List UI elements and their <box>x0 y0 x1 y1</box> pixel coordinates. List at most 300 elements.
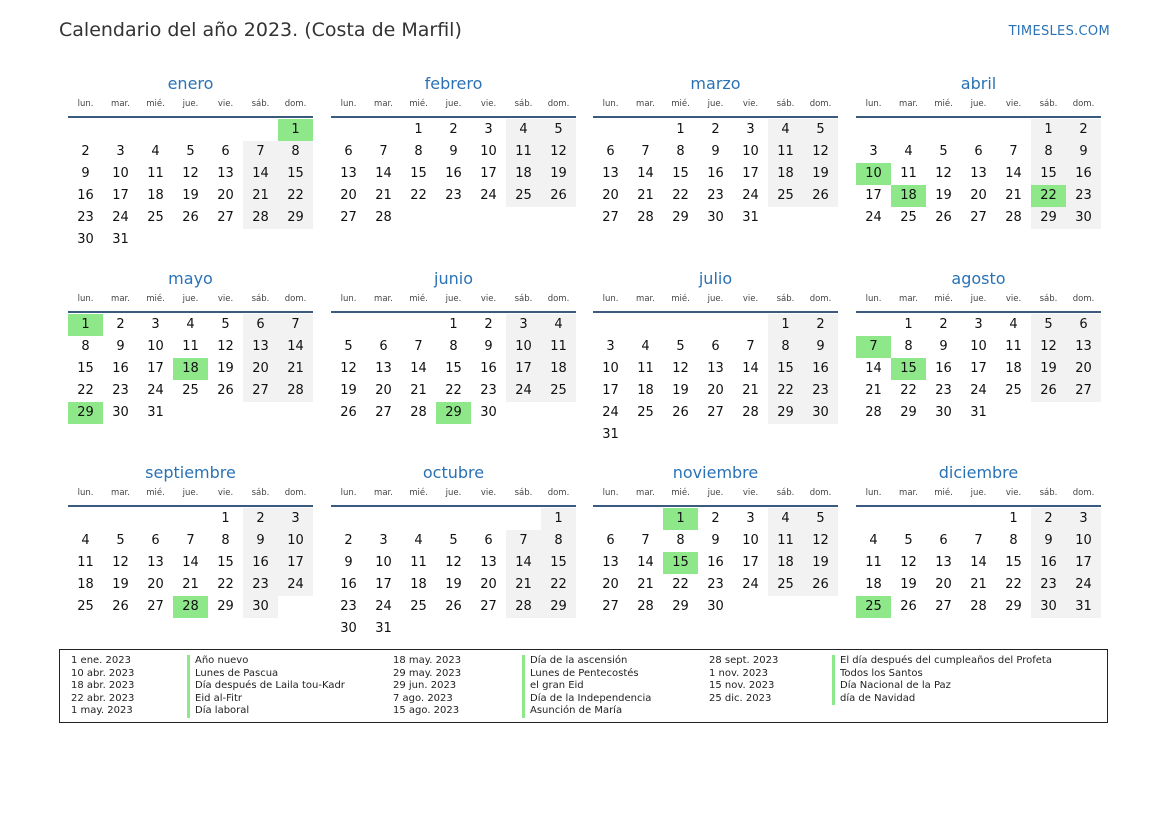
day-cell: 24 <box>970 383 987 398</box>
day-cell: 16 <box>243 552 278 574</box>
day-grid <box>856 119 1101 229</box>
day-cell: 4 <box>768 119 803 141</box>
day-cell: 27 <box>243 380 278 402</box>
day-cell: 25 <box>768 185 803 207</box>
day-cell: 24 <box>602 405 619 420</box>
legend-names-column <box>832 655 1052 705</box>
day-cell: 26 <box>217 383 234 398</box>
day-cell: 3 <box>484 122 493 137</box>
day-cell: 14 <box>182 555 199 570</box>
day-cell: 26 <box>1031 380 1066 402</box>
day-cell: 30 <box>480 405 497 420</box>
day-grid <box>593 314 838 446</box>
empty-cell <box>366 314 401 336</box>
day-cell: 10 <box>602 361 619 376</box>
day-cell: 14 <box>637 166 654 181</box>
legend-holiday-name: Lunes de Pascua <box>195 667 279 679</box>
legend-holiday-name: Lunes de Pentecostés <box>530 667 639 679</box>
day-cell: 10 <box>1066 530 1101 552</box>
day-cell: 12 <box>112 555 129 570</box>
day-cell: 21 <box>742 383 759 398</box>
empty-cell <box>138 119 173 141</box>
day-cell: 11 <box>541 336 576 358</box>
day-cell: 1 <box>414 122 423 137</box>
empty-cell <box>401 508 436 530</box>
month-septiembre <box>68 463 313 618</box>
weekday-label: mié. <box>409 99 428 109</box>
day-cell: 9 <box>344 555 353 570</box>
day-cell: 16 <box>77 188 94 203</box>
weekday-label: mié. <box>671 294 690 304</box>
day-cell: 7 <box>414 339 423 354</box>
day-cell: 1 <box>904 317 913 332</box>
day-cell: 2 <box>803 314 838 336</box>
month-name: julio <box>698 269 733 288</box>
day-grid <box>331 314 576 424</box>
weekday-label: jue. <box>970 99 987 109</box>
weekday-label: lun. <box>865 488 882 498</box>
header-divider <box>593 116 838 118</box>
day-cell: 17 <box>278 552 313 574</box>
day-cell: 28 <box>410 405 427 420</box>
day-cell: 29 <box>1005 599 1022 614</box>
header-divider <box>68 505 313 507</box>
empty-cell <box>331 508 366 530</box>
month-marzo <box>593 74 838 229</box>
weekday-header <box>331 487 576 503</box>
day-cell: 30 <box>803 402 838 424</box>
legend-dates-column <box>393 655 461 718</box>
day-cell: 28 <box>865 405 882 420</box>
legend-date: 28 sept. 2023 <box>709 655 779 666</box>
header-divider <box>68 116 313 118</box>
day-cell: 29 <box>672 210 689 225</box>
weekday-header <box>856 293 1101 309</box>
day-cell: 31 <box>742 210 759 225</box>
day-cell: 26 <box>445 599 462 614</box>
day-cell: 20 <box>935 577 952 592</box>
day-cell: 1 <box>1031 119 1066 141</box>
day-cell: 25 <box>900 210 917 225</box>
day-grid <box>331 119 576 229</box>
weekday-label: vie. <box>480 99 497 109</box>
day-cell: 17 <box>1066 552 1101 574</box>
day-cell: 5 <box>449 533 458 548</box>
day-cell: 11 <box>506 141 541 163</box>
day-cell: 12 <box>445 555 462 570</box>
day-cell: 23 <box>707 577 724 592</box>
empty-cell <box>436 508 471 530</box>
month-enero <box>68 74 313 251</box>
day-cell: 8 <box>768 336 803 358</box>
day-cell: 11 <box>768 141 803 163</box>
header-divider <box>331 505 576 507</box>
day-cell: 8 <box>1009 533 1018 548</box>
day-cell: 16 <box>803 358 838 380</box>
day-cell: 15 <box>410 166 427 181</box>
weekday-label: dom. <box>284 488 307 498</box>
day-cell: 7 <box>746 339 755 354</box>
day-cell: 13 <box>602 166 619 181</box>
day-cell: 6 <box>484 533 493 548</box>
weekday-label: vie. <box>1005 488 1022 498</box>
page-title: Calendario del año 2023. (Costa de Marfil) <box>59 19 462 41</box>
day-cell: 22 <box>672 188 689 203</box>
day-cell: 18 <box>147 188 164 203</box>
day-cell: 7 <box>379 144 388 159</box>
weekday-label: mié. <box>934 99 953 109</box>
day-cell: 6 <box>1066 314 1101 336</box>
empty-cell <box>138 508 173 530</box>
empty-cell <box>366 119 401 141</box>
empty-cell <box>891 119 926 141</box>
weekday-header <box>856 487 1101 503</box>
day-cell: 11 <box>900 166 917 181</box>
day-cell: 6 <box>939 533 948 548</box>
legend-holiday-name: el gran Eid <box>530 680 584 691</box>
day-cell: 26 <box>112 599 129 614</box>
empty-cell <box>103 119 138 141</box>
legend-holiday-name: Todos los Santos <box>840 667 923 679</box>
day-cell: 7 <box>641 144 650 159</box>
day-cell: 18 <box>637 383 654 398</box>
legend-holiday-name: día de Navidad <box>840 692 916 704</box>
weekday-label: vie. <box>217 99 234 109</box>
weekday-label: mar. <box>636 294 655 304</box>
day-cell: 14 <box>410 361 427 376</box>
day-cell: 15 <box>445 361 462 376</box>
day-cell: 11 <box>768 530 803 552</box>
day-cell: 11 <box>410 555 427 570</box>
day-grid <box>331 508 576 640</box>
day-cell: 1 <box>449 317 458 332</box>
day-cell: 1 <box>221 511 230 526</box>
day-cell: 8 <box>414 144 423 159</box>
holiday-day-cell: 22 <box>1031 185 1066 207</box>
day-cell: 23 <box>935 383 952 398</box>
weekday-label: lun. <box>340 294 357 304</box>
day-cell: 18 <box>77 577 94 592</box>
month-name: septiembre <box>145 463 236 482</box>
header-divider <box>856 311 1101 313</box>
day-cell: 7 <box>506 530 541 552</box>
day-cell: 19 <box>803 552 838 574</box>
weekday-label: mar. <box>636 99 655 109</box>
weekday-label: jue. <box>707 488 724 498</box>
day-cell: 25 <box>768 574 803 596</box>
day-cell: 5 <box>221 317 230 332</box>
day-cell: 19 <box>541 163 576 185</box>
day-cell: 2 <box>449 122 458 137</box>
day-cell: 14 <box>375 166 392 181</box>
weekday-label: jue. <box>182 488 199 498</box>
day-cell: 16 <box>112 361 129 376</box>
day-cell: 4 <box>186 317 195 332</box>
weekday-label: mar. <box>374 488 393 498</box>
weekday-label: lun. <box>602 294 619 304</box>
day-cell: 10 <box>147 339 164 354</box>
day-cell: 19 <box>182 188 199 203</box>
day-cell: 27 <box>602 599 619 614</box>
weekday-label: vie. <box>217 488 234 498</box>
weekday-label: sáb. <box>1039 488 1058 498</box>
day-cell: 3 <box>278 508 313 530</box>
weekday-label: sáb. <box>251 488 270 498</box>
day-cell: 11 <box>77 555 94 570</box>
month-name: marzo <box>690 74 741 93</box>
day-cell: 16 <box>445 166 462 181</box>
day-cell: 5 <box>1031 314 1066 336</box>
day-cell: 13 <box>480 555 497 570</box>
day-cell: 6 <box>606 533 615 548</box>
day-cell: 20 <box>1066 358 1101 380</box>
day-cell: 23 <box>480 383 497 398</box>
holiday-day-cell: 18 <box>891 185 926 207</box>
day-cell: 23 <box>707 188 724 203</box>
day-cell: 8 <box>221 533 230 548</box>
weekday-label: lun. <box>340 488 357 498</box>
empty-cell <box>593 508 628 530</box>
weekday-label: mié. <box>409 488 428 498</box>
day-cell: 11 <box>637 361 654 376</box>
day-cell: 17 <box>480 166 497 181</box>
day-cell: 21 <box>410 383 427 398</box>
day-cell: 25 <box>410 599 427 614</box>
weekday-label: sáb. <box>514 294 533 304</box>
weekday-label: jue. <box>445 294 462 304</box>
day-cell: 23 <box>243 574 278 596</box>
day-cell: 24 <box>112 210 129 225</box>
empty-cell <box>926 508 961 530</box>
day-cell: 28 <box>742 405 759 420</box>
weekday-label: jue. <box>707 294 724 304</box>
day-cell: 7 <box>1009 144 1018 159</box>
day-cell: 15 <box>768 358 803 380</box>
site-brand-link[interactable]: TIMESLES.COM <box>1008 24 1110 39</box>
day-cell: 12 <box>182 166 199 181</box>
day-cell: 13 <box>375 361 392 376</box>
day-cell: 6 <box>243 314 278 336</box>
day-cell: 21 <box>375 188 392 203</box>
day-cell: 25 <box>77 599 94 614</box>
day-cell: 10 <box>742 144 759 159</box>
day-cell: 15 <box>1005 555 1022 570</box>
day-cell: 27 <box>217 210 234 225</box>
legend-holiday-name: Día de la Independencia <box>530 692 652 704</box>
day-cell: 6 <box>711 339 720 354</box>
legend-holiday-name: Año nuevo <box>195 655 249 666</box>
month-name: mayo <box>168 269 213 288</box>
legend-date: 29 jun. 2023 <box>393 680 457 691</box>
day-cell: 31 <box>375 621 392 636</box>
day-cell: 16 <box>1031 552 1066 574</box>
weekday-label: mar. <box>636 488 655 498</box>
day-cell: 2 <box>484 317 493 332</box>
day-cell: 9 <box>243 530 278 552</box>
weekday-label: dom. <box>547 99 570 109</box>
day-grid <box>856 314 1101 424</box>
day-cell: 27 <box>375 405 392 420</box>
day-cell: 24 <box>865 210 882 225</box>
empty-cell <box>698 314 733 336</box>
day-cell: 29 <box>768 402 803 424</box>
day-cell: 22 <box>410 188 427 203</box>
legend-date: 25 dic. 2023 <box>709 692 772 704</box>
day-cell: 13 <box>602 555 619 570</box>
weekday-label: vie. <box>480 488 497 498</box>
holiday-day-cell: 29 <box>436 402 471 424</box>
day-cell: 26 <box>672 405 689 420</box>
day-cell: 18 <box>506 163 541 185</box>
weekday-label: mar. <box>899 488 918 498</box>
day-cell: 15 <box>278 163 313 185</box>
weekday-label: lun. <box>77 294 94 304</box>
empty-cell <box>856 314 891 336</box>
day-cell: 6 <box>344 144 353 159</box>
legend-date: 18 abr. 2023 <box>71 680 135 691</box>
day-cell: 20 <box>970 188 987 203</box>
day-cell: 23 <box>445 188 462 203</box>
day-cell: 21 <box>637 188 654 203</box>
weekday-label: vie. <box>480 294 497 304</box>
day-cell: 25 <box>182 383 199 398</box>
weekday-header <box>593 98 838 114</box>
day-cell: 4 <box>768 508 803 530</box>
month-julio <box>593 269 838 446</box>
day-cell: 9 <box>1031 530 1066 552</box>
holiday-day-cell: 10 <box>856 163 891 185</box>
day-cell: 30 <box>243 596 278 618</box>
day-cell: 14 <box>243 163 278 185</box>
day-cell: 22 <box>445 383 462 398</box>
weekday-header <box>331 98 576 114</box>
day-grid <box>68 119 313 251</box>
day-cell: 12 <box>935 166 952 181</box>
day-cell: 5 <box>803 508 838 530</box>
day-cell: 18 <box>768 163 803 185</box>
legend-dates-column <box>709 655 778 705</box>
day-cell: 16 <box>1066 163 1101 185</box>
day-cell: 26 <box>182 210 199 225</box>
day-cell: 20 <box>243 358 278 380</box>
day-cell: 24 <box>506 380 541 402</box>
day-cell: 21 <box>637 577 654 592</box>
weekday-label: sáb. <box>776 294 795 304</box>
day-cell: 19 <box>217 361 234 376</box>
day-grid <box>593 119 838 229</box>
day-cell: 9 <box>711 533 720 548</box>
day-cell: 5 <box>939 144 948 159</box>
day-cell: 20 <box>707 383 724 398</box>
weekday-label: mié. <box>934 294 953 304</box>
weekday-label: vie. <box>1005 99 1022 109</box>
weekday-label: jue. <box>970 488 987 498</box>
month-name: abril <box>960 74 997 93</box>
day-cell: 13 <box>935 555 952 570</box>
day-cell: 12 <box>672 361 689 376</box>
month-febrero <box>331 74 576 229</box>
weekday-label: jue. <box>445 99 462 109</box>
day-cell: 5 <box>186 144 195 159</box>
weekday-header <box>593 487 838 503</box>
day-cell: 10 <box>112 166 129 181</box>
day-cell: 28 <box>506 596 541 618</box>
legend-holiday-name: Día de la ascensión <box>530 655 628 666</box>
day-cell: 2 <box>711 122 720 137</box>
day-cell: 12 <box>340 361 357 376</box>
weekday-label: mar. <box>111 99 130 109</box>
day-cell: 8 <box>904 339 913 354</box>
day-cell: 2 <box>939 317 948 332</box>
day-cell: 6 <box>379 339 388 354</box>
weekday-label: sáb. <box>1039 294 1058 304</box>
legend-holiday-name: Día Nacional de la Paz <box>840 680 951 691</box>
day-cell: 23 <box>1066 185 1101 207</box>
day-cell: 25 <box>1005 383 1022 398</box>
weekday-header <box>593 293 838 309</box>
day-cell: 23 <box>803 380 838 402</box>
day-cell: 10 <box>480 144 497 159</box>
day-cell: 3 <box>606 339 615 354</box>
empty-cell <box>366 508 401 530</box>
weekday-label: mar. <box>111 488 130 498</box>
day-cell: 4 <box>81 533 90 548</box>
day-cell: 8 <box>278 141 313 163</box>
day-cell: 6 <box>221 144 230 159</box>
empty-cell <box>628 508 663 530</box>
day-cell: 20 <box>602 577 619 592</box>
day-cell: 5 <box>541 119 576 141</box>
day-cell: 2 <box>81 144 90 159</box>
weekday-label: mar. <box>374 294 393 304</box>
empty-cell <box>628 119 663 141</box>
day-cell: 26 <box>803 185 838 207</box>
holiday-day-cell: 29 <box>68 402 103 424</box>
day-cell: 18 <box>541 358 576 380</box>
day-cell: 21 <box>970 577 987 592</box>
day-cell: 14 <box>506 552 541 574</box>
day-cell: 23 <box>112 383 129 398</box>
weekday-label: dom. <box>1072 99 1095 109</box>
day-cell: 23 <box>1031 574 1066 596</box>
day-cell: 2 <box>1066 119 1101 141</box>
holiday-day-cell: 1 <box>663 508 698 530</box>
month-noviembre <box>593 463 838 618</box>
empty-cell <box>961 119 996 141</box>
day-cell: 9 <box>81 166 90 181</box>
month-name: enero <box>167 74 214 93</box>
day-cell: 12 <box>541 141 576 163</box>
day-cell: 4 <box>506 119 541 141</box>
day-cell: 7 <box>243 141 278 163</box>
day-cell: 3 <box>506 314 541 336</box>
day-cell: 13 <box>147 555 164 570</box>
weekday-label: jue. <box>970 294 987 304</box>
day-cell: 31 <box>147 405 164 420</box>
day-cell: 14 <box>742 361 759 376</box>
day-cell: 20 <box>375 383 392 398</box>
day-cell: 21 <box>1005 188 1022 203</box>
legend-date: 15 nov. 2023 <box>709 680 775 691</box>
legend-date: 15 ago. 2023 <box>393 705 460 716</box>
weekday-label: vie. <box>742 488 759 498</box>
day-cell: 10 <box>278 530 313 552</box>
weekday-label: dom. <box>547 294 570 304</box>
day-cell: 4 <box>869 533 878 548</box>
weekday-label: mar. <box>374 99 393 109</box>
empty-cell <box>628 314 663 336</box>
day-cell: 30 <box>77 232 94 247</box>
